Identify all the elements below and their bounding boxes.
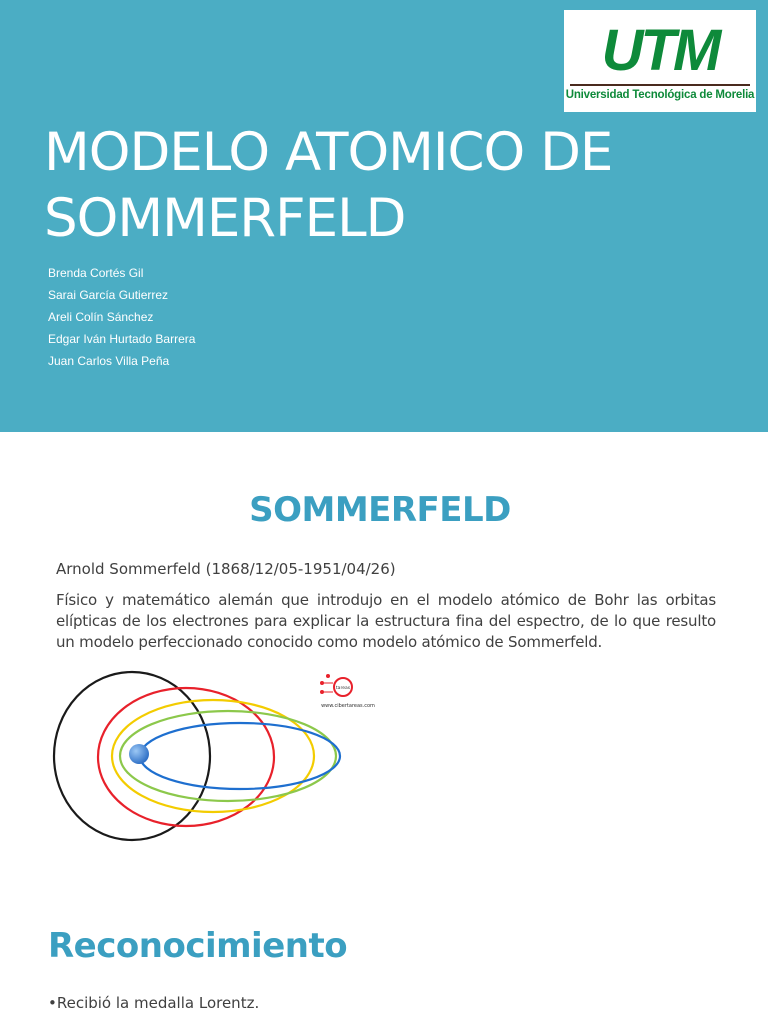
logo-divider — [570, 84, 750, 86]
content-slide — [0, 432, 768, 1024]
orbit-blue — [140, 723, 340, 789]
watermark-text: www.cibertareas.com — [321, 703, 375, 709]
orbit-diagram — [50, 670, 390, 860]
author-item: Areli Colín Sánchez — [48, 310, 154, 324]
title-line-1: MODELO ATOMICO DE — [44, 122, 613, 183]
nucleus-icon — [129, 744, 149, 764]
logo-caption: Universidad Tecnológica de Morelia — [565, 89, 755, 101]
utm-logo — [564, 10, 756, 112]
utm-logo-mark — [564, 14, 756, 80]
watermark-badge: tareas — [335, 686, 351, 691]
orbit-green — [120, 711, 336, 801]
author-list — [48, 262, 195, 372]
author-item: Juan Carlos Villa Peña — [48, 354, 170, 368]
section-paragraph: Físico y matemático alemán que introdujo en el modelo atómico de Bohr las orbitas elípticas de los electrones para explicar la estructura fina del espectro, de lo que resulto un modelo perfeccionado conocido como modelo atómico de Sommerfeld. — [56, 591, 716, 651]
author-item: Sarai García Gutierrez — [48, 288, 169, 302]
section-title: SOMMERFELD — [249, 490, 511, 530]
title-line-2: SOMMERFELD — [44, 188, 406, 249]
recognition-title: Reconocimiento — [48, 926, 348, 966]
presentation-title — [44, 120, 684, 252]
author-item: Edgar Iván Hurtado Barrera — [48, 332, 196, 346]
title-slide — [0, 0, 768, 432]
orbit-red — [98, 688, 274, 826]
utm-logo-text: UTM — [601, 18, 719, 80]
author-item: Brenda Cortés Gil — [48, 266, 144, 280]
recognition-bullet: •Recibió la medalla Lorentz. — [48, 994, 260, 1012]
cibertareas-watermark — [320, 674, 375, 709]
section-subtitle: Arnold Sommerfeld (1868/12/05-1951/04/26) — [56, 560, 396, 578]
